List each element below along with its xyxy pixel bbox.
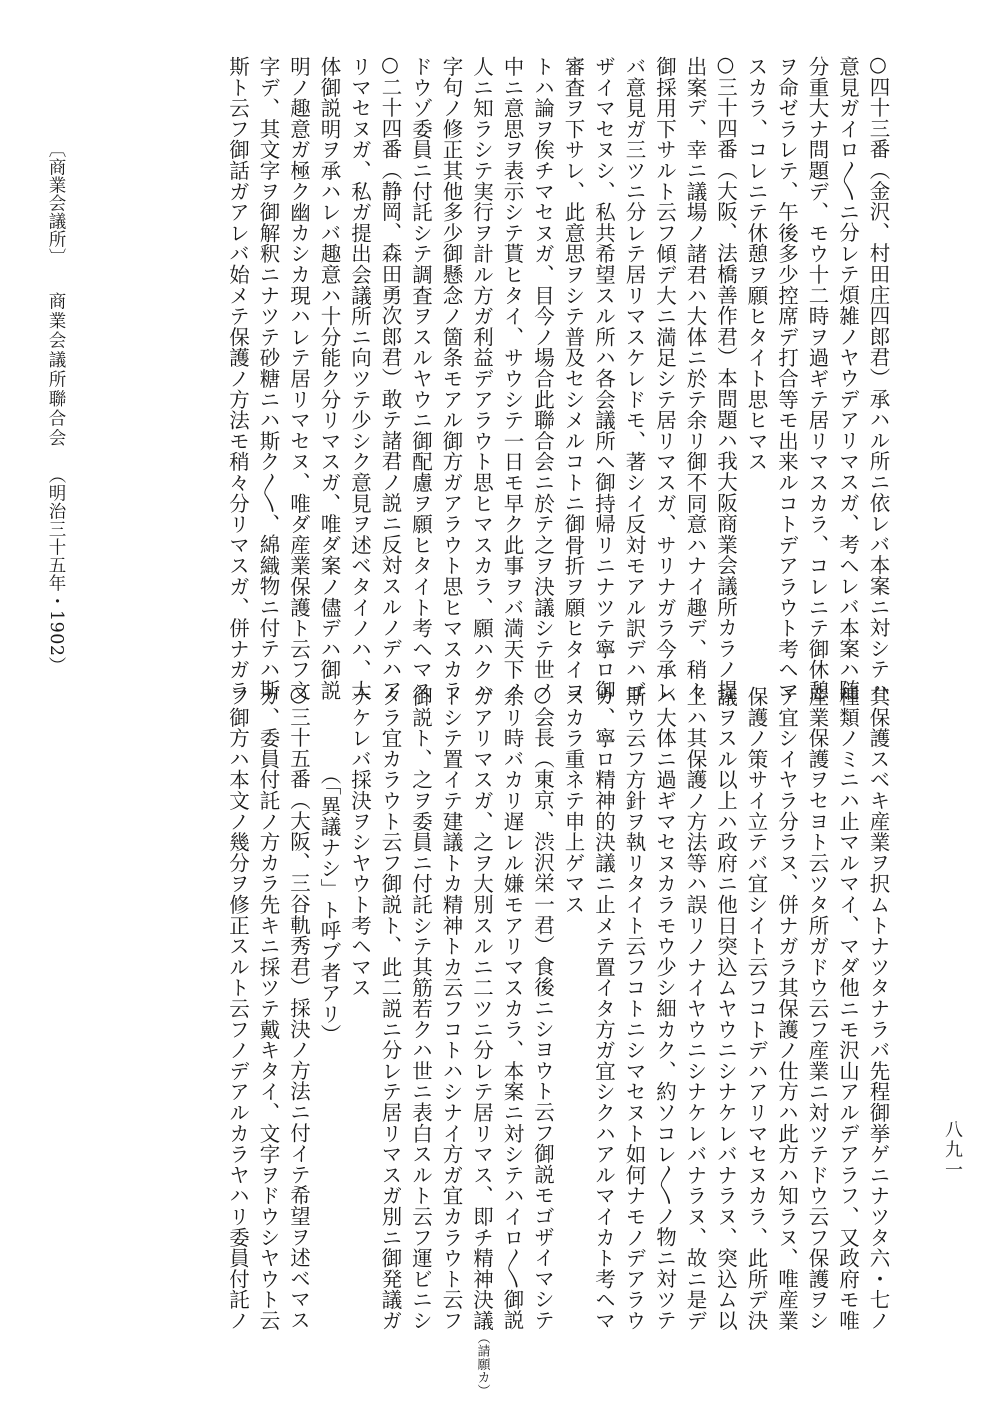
text-column: 明ノ趣意ガ極ク幽カシカ現ハレテ居リマセヌ、唯ダ産業保護ト云フ文 bbox=[286, 56, 311, 701]
text-column: 保護ノ策サイ立テバ宜シイト云フコトデハアリマセヌカラ、此所デ決 bbox=[744, 686, 768, 1331]
text-column: 其保護スベキ産業ヲ択ムトナツタナラバ先程御挙ゲニナツタ六・七ノ bbox=[866, 686, 890, 1331]
text-column: 意見ガイロ〳〵ニ分レテ煩雑ノヤウデアリマスガ、考ヘレバ本案ハ随 bbox=[835, 56, 860, 701]
text-column: ザイマセヌシ、私共希望スル所ハ各会議所ヘ御持帰リニナツテ寧ロ御 bbox=[591, 56, 616, 701]
text-column: ○三十四番（大阪、法橋善作君）本問題ハ我大阪商業会議所カラノ提 bbox=[713, 52, 738, 701]
text-column: 審査ヲ下サレ、此意思ヲシテ普及セシメルコトニ御骨折ヲ願ヒタイコ bbox=[561, 56, 585, 701]
header-section-title: 商業会議所聯合会 bbox=[46, 292, 66, 448]
text-column: テ宜シイヤラ分ラヌ、併ナガラ其保護ノ仕方ハ此方ハ知ラヌ、唯産業 bbox=[774, 686, 799, 1331]
text-column: 御説ト、之ヲ委員ニ付託シテ其筋若クハ世ニ表白スルト云フ運ビニシ bbox=[408, 686, 433, 1331]
text-column: スカラ重ネテ申上ゲマス bbox=[561, 686, 585, 915]
text-column: ドウゾ委員ニ付託シテ調査ヲスルヤウニ御配慮ヲ願ヒタイト考ヘマス bbox=[408, 56, 433, 701]
text-column: 余リ時バカリ遅レル嫌モアリマスカラ、本案ニ対シテハイロ〳〵御説 bbox=[500, 686, 524, 1331]
text-column: 斯ト云フ御話ガアレバ始メテ保護ノ方法モ稍々分リマスガ、併ナガラ bbox=[225, 56, 250, 701]
text-column: ヲ命ゼラレテ、午後多少控席デ打合等モ出来ルコトデアラウト考ヘマ bbox=[774, 56, 799, 701]
text-column: 斯ウ云フ方針ヲ執リタイト云フコトニシマセヌト如何ナモノデアラウ bbox=[622, 686, 646, 1331]
text-column: バ意見ガ三ツニ分レテ居リマスケレドモ、著シイ反対モアル訳デハゴ bbox=[622, 56, 646, 701]
text-column bbox=[466, 682, 497, 1398]
text-column-part: ガアリマスガ、之ヲ大別スルニ二ツニ分レテ居リマス、即チ精神決議 bbox=[469, 686, 494, 1331]
text-column: 御採用下サルト云フ傾デ大ニ満足シテ居リマスガ、サリナガラ今承レ bbox=[652, 56, 677, 701]
text-column: ハ大体ニ過ギマセヌカラモウ少シ細カク、約ソコレ〳〵ノ物ニ対ツテ bbox=[652, 686, 677, 1331]
text-column: 上ハ其保護ノ方法等ハ誤リノナイヤウニシナケレバナラヌ、故ニ是デ bbox=[683, 686, 707, 1331]
text-column: リマセヌガ、私ガ提出会議所ニ向ツテ少シク意見ヲ述ベタイノハ、大 bbox=[347, 56, 372, 701]
text-column: 中ニ意思ヲ表示シテ貰ヒタイ、サウシテ一日モ早ク此事ヲバ満天下ノ bbox=[500, 56, 524, 701]
stage-direction: （「異議ナシ」ト呼ブ者アリ） bbox=[317, 764, 341, 1045]
header-date: （明治三十五年・1902） bbox=[46, 466, 66, 675]
running-header bbox=[44, 140, 69, 675]
text-column: 産業保護ヲセヨト云ツタ所ガドウ云フ産業ニ対ツテドウ云フ保護ヲシ bbox=[805, 686, 829, 1331]
text-column: 議ヲスル以上ハ政府ニ他日突込ムヤウニシナケレバナラヌ、突込ム以 bbox=[713, 686, 738, 1331]
header-bracket-title: 〔商業会議所〕 bbox=[46, 140, 66, 266]
text-column: 人ニ知ラシテ実行ヲ計ル方ガ利益デアラウト思ヒマスカラ、願ハクハ bbox=[469, 56, 494, 701]
text-column: カ、寧ロ精神的決議ニ止メテ置イタ方ガ宜シクハアルマイカト考ヘマ bbox=[591, 686, 616, 1331]
text-column: ○四十三番（金沢、村田庄四郎君）承ハル所ニ依レバ本案ニ対シテハ bbox=[866, 52, 890, 701]
text-column: ○会長（東京、渋沢栄一君）食後ニシヨウト云フ御説モゴザイマシテ bbox=[530, 682, 555, 1331]
text-column: ○二十四番（静岡、森田勇次郎君）敢テ諸君ノ説ニ反対スルノデハア bbox=[378, 52, 402, 701]
text-column: 分重大ナ問題デ、モウ十二時ヲ過ギテ居リマスカラ、コレニテ御休憩 bbox=[805, 56, 829, 701]
text-column: 字句ノ修正其他多少御懸念ノ箇条モアル御方ガアラウト思ヒマスカラ bbox=[439, 56, 463, 701]
lower-text-block bbox=[103, 682, 893, 1398]
text-column: 体御説明ヲ承ハレバ趣意ハ十分能ク分リマスガ、唯ダ案ノ儘デハ御説 bbox=[317, 56, 341, 701]
text-column: 種類ノミニハ止マルマイ、マダ他ニモ沢山アルデアラフ、又政府モ唯 bbox=[835, 686, 860, 1331]
text-column: スカラ、コレニテ休憩ヲ願ヒタイト思ヒマス bbox=[744, 56, 768, 472]
text-column: フ御方ハ本文ノ幾分ヲ修正スルト云フノデアルカラヤハリ委員付託ノ bbox=[225, 686, 250, 1331]
text-column: トハ論ヲ俟チマセヌガ、目今ノ場合此聯合会ニ於テ之ヲ決議シテ世ノ bbox=[530, 56, 555, 701]
text-column: ○三十五番（大阪、三谷軌秀君）採決ノ方法ニ付イテ希望ヲ述ベマス bbox=[286, 682, 311, 1331]
text-column: 字デ、其文字ヲ御解釈ニナツテ砂糖ニハ斯ク〳〵、綿織物ニ付テハ斯 bbox=[256, 56, 280, 701]
interlinear-note: （請願カ） bbox=[474, 1330, 490, 1398]
text-column: トシテ置イテ建議トカ精神トカ云フコトハシナイ方ガ宜カラウト云フ bbox=[439, 686, 463, 1331]
text-column: 出案デ、幸ニ議場ノ諸君ハ大体ニ於テ余リ御不同意ハナイ趣デ、稍々 bbox=[683, 56, 707, 701]
text-column: ガ、委員付託ノ方カラ先キニ採ツテ戴キタイ、文字ヲドウシヤウト云 bbox=[256, 686, 280, 1331]
page-number: 八九一 bbox=[942, 1120, 963, 1180]
text-column: ナケレバ採決ヲシヤウト考ヘマス bbox=[347, 686, 372, 998]
text-column: タラ宜カラウト云フ御説ト、此二説ニ分レテ居リマスガ別ニ御発議ガ bbox=[378, 686, 402, 1331]
upper-text-block bbox=[103, 52, 893, 701]
